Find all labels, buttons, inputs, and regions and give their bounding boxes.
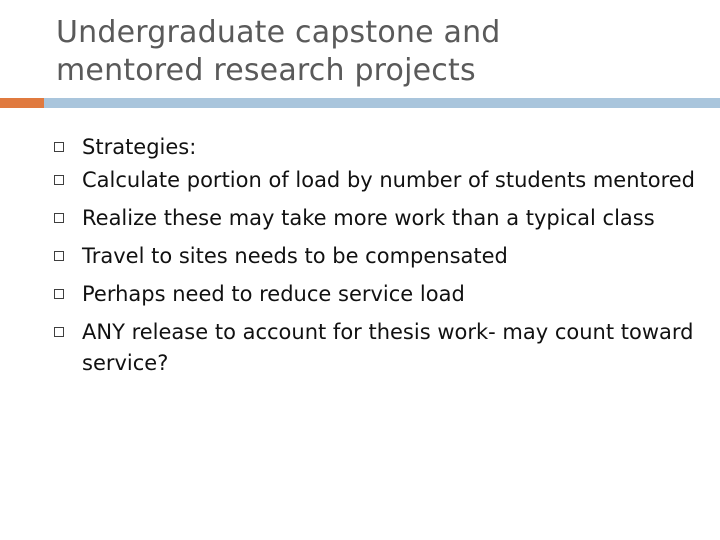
bullet-item bbox=[50, 203, 700, 234]
title-line-2: mentored research projects bbox=[56, 53, 476, 88]
title-rule-bar bbox=[44, 98, 720, 108]
bullet-item bbox=[50, 241, 700, 272]
bullet-text: ANY release to account for thesis work- may count toward service? bbox=[82, 320, 694, 375]
hollow-square-icon bbox=[54, 327, 64, 337]
bullet-text: Perhaps need to reduce service load bbox=[82, 282, 465, 306]
bullet-item bbox=[50, 165, 700, 196]
title-line-1: Undergraduate capstone and bbox=[56, 15, 501, 50]
bullet-text: Realize these may take more work than a typical class bbox=[82, 206, 655, 230]
hollow-square-icon bbox=[54, 213, 64, 223]
bullet-item bbox=[50, 132, 700, 163]
bullet-text: Travel to sites needs to be compensated bbox=[82, 244, 508, 268]
bullet-item bbox=[50, 317, 700, 379]
hollow-square-icon bbox=[54, 289, 64, 299]
bullet-list bbox=[50, 132, 700, 386]
bullet-item bbox=[50, 279, 700, 310]
hollow-square-icon bbox=[54, 175, 64, 185]
hollow-square-icon bbox=[54, 251, 64, 261]
hollow-square-icon bbox=[54, 142, 64, 152]
title-rule-accent bbox=[0, 98, 44, 108]
slide-title bbox=[56, 14, 656, 90]
bullet-text: Strategies: bbox=[82, 135, 197, 159]
bullet-text: Calculate portion of load by number of students mentored bbox=[82, 168, 696, 192]
